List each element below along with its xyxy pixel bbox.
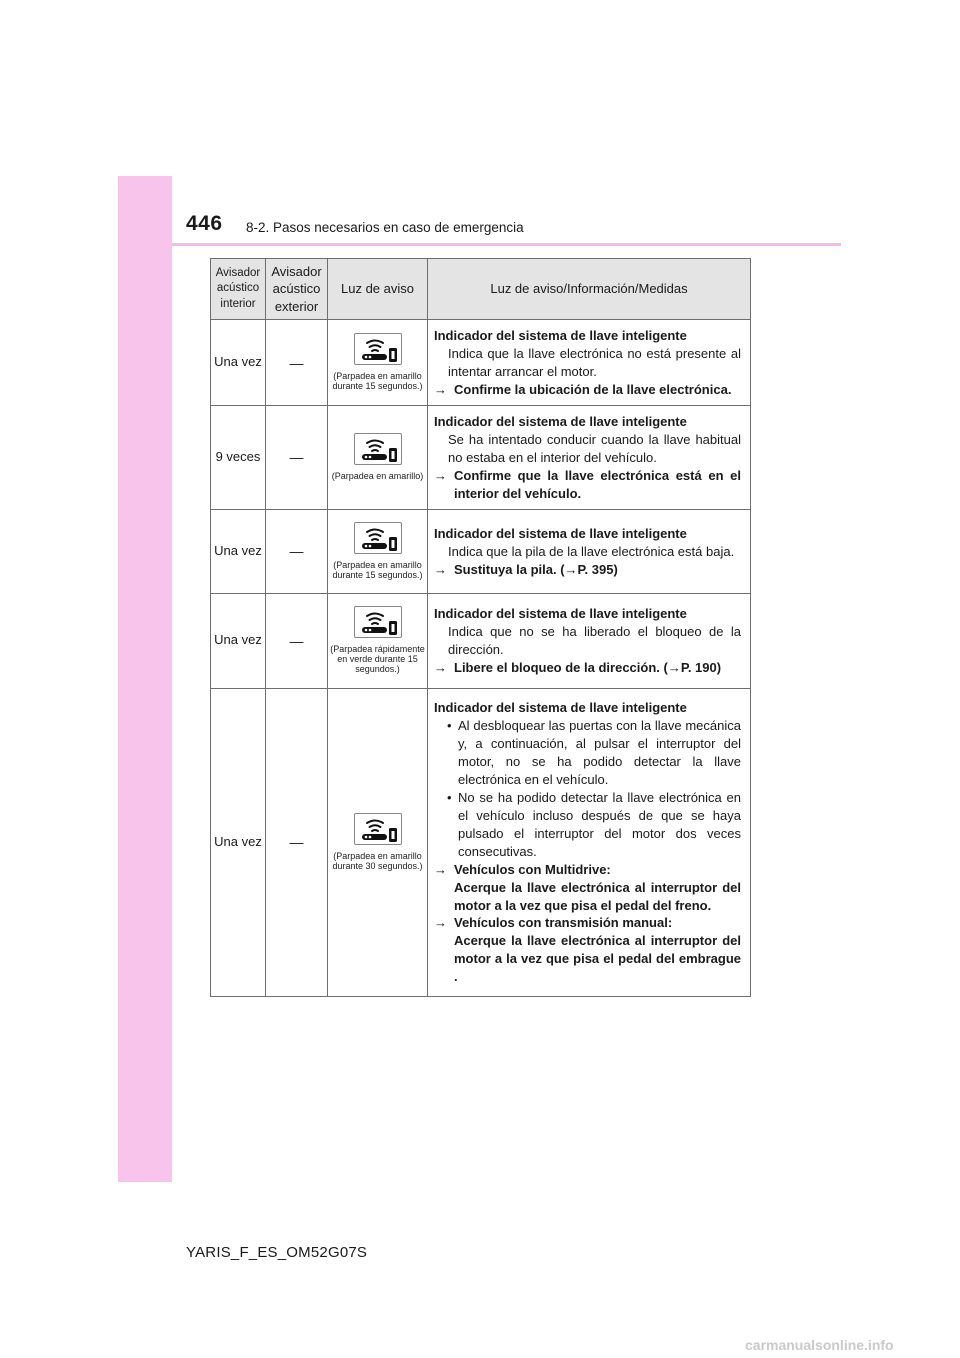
smart-key-indicator-icon: [354, 433, 402, 465]
table-row: [211, 320, 751, 406]
page-number: 446: [186, 212, 223, 235]
info-description: Indica que no se ha liberado el bloqueo de la dirección.: [448, 624, 741, 658]
section-title: 8-2. Pasos necesarios en caso de emergencia: [246, 220, 524, 235]
watermark: carmanualsonline.info: [745, 1337, 894, 1353]
info-cell: [428, 688, 751, 996]
info-cell: [428, 406, 751, 510]
light-note: (Parpadea rápidamente en verde durante 15 segundos.): [330, 644, 425, 675]
exterior-buzzer-cell: —: [266, 320, 328, 406]
table-header-row: [211, 259, 751, 320]
warning-light-cell: [328, 320, 428, 406]
table-row: [211, 593, 751, 688]
action-text: Acerque la llave electrónica al interruptor del motor a la vez que pisa el pedal del embrague .: [454, 933, 741, 985]
arrow-icon: →: [434, 561, 447, 577]
info-cell: [428, 509, 751, 593]
interior-buzzer-cell: Una vez: [211, 509, 266, 593]
header-interior-buzzer: Avisador acústico interior: [211, 259, 266, 320]
warning-table: [210, 258, 751, 997]
interior-buzzer-cell: Una vez: [211, 320, 266, 406]
warning-light-cell: [328, 688, 428, 996]
side-color-band: [118, 176, 172, 1182]
arrow-icon: →: [434, 467, 447, 483]
action-item: → Vehículos con transmisión manual:: [434, 915, 673, 931]
warning-light-cell: [328, 593, 428, 688]
info-description: Indica que la llave electrónica no está presente al intentar arrancar el motor.: [448, 346, 741, 379]
arrow-icon: →: [564, 561, 578, 577]
exterior-buzzer-cell: —: [266, 406, 328, 510]
header-rule: [172, 243, 841, 246]
header-warning-light: Luz de aviso: [328, 259, 428, 320]
table-row: [211, 509, 751, 593]
info-title: Indicador del sistema de llave inteligente: [434, 700, 687, 716]
info-cell: [428, 593, 751, 688]
action-item: → Confirme la ubicación de la llave electrónica.: [434, 381, 732, 397]
warning-light-cell: [328, 509, 428, 593]
warning-light-cell: [328, 406, 428, 510]
light-note: (Parpadea en amarillo): [331, 470, 424, 481]
info-description: Se ha intentado conducir cuando la llave habitual no estaba en el interior del vehículo.: [448, 431, 741, 465]
info-title: Indicador del sistema de llave inteligente: [434, 606, 687, 622]
arrow-icon: →: [434, 915, 447, 931]
exterior-buzzer-cell: —: [266, 688, 328, 996]
info-title: Indicador del sistema de llave inteligente: [434, 328, 687, 344]
arrow-icon: →: [434, 381, 447, 397]
smart-key-indicator-icon: [354, 333, 402, 365]
action-item: → Vehículos con Multidrive:: [434, 861, 611, 877]
table-row: [211, 688, 751, 996]
info-cell: [428, 320, 751, 406]
smart-key-indicator-icon: [354, 522, 402, 554]
light-note: (Parpadea en amarillo durante 15 segundos.): [332, 371, 423, 391]
arrow-icon: →: [667, 660, 681, 676]
light-note: (Parpadea en amarillo durante 30 segundos.): [332, 850, 423, 871]
exterior-buzzer-cell: —: [266, 593, 328, 688]
bullet-item: • Al desbloquear las puertas con la llave mecánica y, a continuación, al pulsar el interruptor del motor, no se ha podido detectar la llave electrónica en el vehículo.: [434, 717, 741, 789]
interior-buzzer-cell: Una vez: [211, 688, 266, 996]
header-exterior-buzzer: Avisador acústico exterior: [266, 259, 328, 320]
info-title: Indicador del sistema de llave inteligente: [434, 414, 687, 429]
action-item: → Libere el bloqueo de la dirección. (→P. 190): [434, 660, 722, 676]
interior-buzzer-cell: Una vez: [211, 593, 266, 688]
exterior-buzzer-cell: —: [266, 509, 328, 593]
action-item: → Sustituya la pila. (→P. 395): [434, 561, 618, 577]
document-code: YARIS_F_ES_OM52G07S: [186, 1244, 368, 1261]
light-note: (Parpadea en amarillo durante 15 segundos.): [332, 559, 423, 580]
page-reference: P. 395): [577, 561, 618, 577]
smart-key-indicator-icon: [354, 606, 402, 638]
arrow-icon: →: [434, 660, 447, 676]
action-text: Acerque la llave electrónica al interruptor del motor a la vez que pisa el pedal del freno.: [454, 879, 741, 913]
bullet-item: • No se ha podido detectar la llave electrónica en el vehículo incluso después de que se haya pulsado el interruptor del motor dos veces consecutivas.: [434, 789, 741, 861]
info-title: Indicador del sistema de llave inteligente: [434, 525, 687, 541]
smart-key-indicator-icon: [354, 813, 402, 845]
page-reference: P. 190): [680, 660, 722, 676]
header-info-measures: Luz de aviso/Información/Medidas: [428, 259, 751, 320]
table-row: [211, 406, 751, 510]
arrow-icon: →: [434, 861, 447, 877]
interior-buzzer-cell: 9 veces: [211, 406, 266, 510]
action-item: → Confirme que la llave electrónica está en el interior del vehículo.: [434, 467, 741, 501]
info-description: Indica que la pila de la llave electrónica está baja.: [448, 543, 735, 559]
